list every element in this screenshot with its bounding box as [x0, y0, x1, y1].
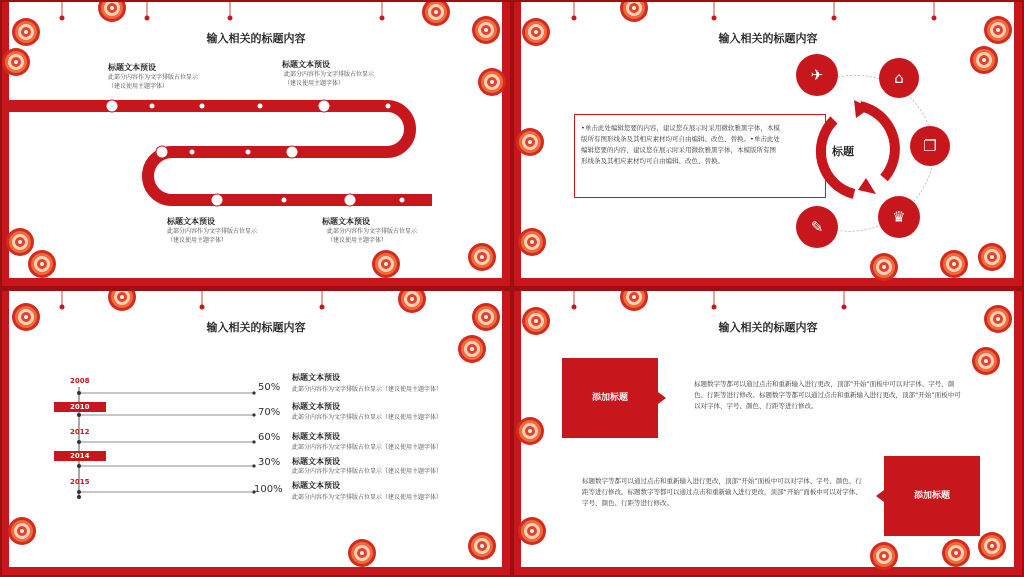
slide-year-progress[interactable] — [2, 291, 510, 575]
item-heading: 标题文本预设 — [292, 373, 340, 382]
percent-value: 30% — [258, 457, 281, 468]
tag-icon[interactable]: ✎ — [796, 206, 838, 248]
box-label: 添加标题 — [913, 491, 950, 501]
item-desc: 此部分内容作为文字排版占位显示（建议使用主题字体） — [292, 444, 443, 451]
item-desc: 此部分内容作为文字排版占位显示 — [167, 228, 258, 235]
item-note: （建议使用主题字体） — [327, 237, 388, 244]
item-heading: 标题文本预设 — [167, 217, 215, 226]
percent-value: 60% — [258, 432, 281, 443]
paperclip-icon[interactable]: ⌂ — [879, 58, 919, 98]
slide-text-boxes[interactable] — [514, 291, 1022, 575]
paper-plane-icon[interactable]: ✈ — [796, 54, 838, 96]
item-heading: 标题文本预设 — [282, 60, 330, 69]
item-desc: 此部分内容作为文字排版占位显示（建议使用主题字体） — [292, 386, 443, 393]
slide-title: 输入相关的标题内容 — [718, 32, 818, 45]
item-desc: 此部分内容作为文字排版占位显示 — [284, 71, 375, 78]
year-label: 2015 — [70, 478, 90, 486]
copy-icon[interactable]: ❐ — [910, 126, 950, 166]
year-label: 2010 — [70, 403, 90, 411]
slide-cycle-icons[interactable] — [514, 2, 1022, 286]
year-label: 2014 — [70, 452, 90, 460]
slide-title: 输入相关的标题内容 — [206, 321, 306, 334]
item-desc: 此部分内容作为文字排版占位显示 — [327, 228, 418, 235]
body-text: 标题数字等都可以通过点击和重新输入进行更改，顶部“开始”面板中可以对字体、字号、颜色、行距等进行修改。标题数字等都可以通过点击和重新输入进行更改，顶部“开始”面板中可以对字体、字号、颜色、行距等进行修改。 — [694, 380, 961, 410]
item-heading: 标题文本预设 — [292, 457, 340, 466]
slide-timeline-road[interactable] — [2, 2, 510, 286]
item-note: （建议使用主题字体） — [108, 83, 169, 90]
year-label: 2008 — [70, 377, 90, 385]
item-heading: 标题文本预设 — [292, 432, 340, 441]
slide-title: 输入相关的标题内容 — [718, 321, 818, 334]
item-note: （建议使用主题字体） — [284, 80, 345, 87]
box-label: 添加标题 — [591, 393, 628, 403]
arrow-pointer — [658, 392, 666, 404]
item-heading: 标题文本预设 — [108, 63, 156, 72]
item-heading: 标题文本预设 — [292, 481, 340, 490]
road-path — [2, 2, 510, 286]
arrow-pointer — [876, 490, 884, 502]
percent-value: 70% — [258, 407, 281, 418]
item-desc: 此部分内容作为文字排版占位显示（建议使用主题字体） — [292, 494, 443, 501]
item-desc: 此部分内容作为文字排版占位显示 — [108, 74, 199, 81]
item-note: （建议使用主题字体） — [167, 237, 228, 244]
item-desc: 此部分内容作为文字排版占位显示（建议使用主题字体） — [292, 468, 443, 475]
item-heading: 标题文本预设 — [322, 217, 370, 226]
item-heading: 标题文本预设 — [292, 402, 340, 411]
slide-title: 输入相关的标题内容 — [206, 32, 306, 45]
item-desc: 此部分内容作为文字排版占位显示（建议使用主题字体） — [292, 414, 443, 421]
center-label: 标题 — [832, 145, 854, 158]
add-title-box[interactable] — [562, 358, 658, 438]
year-label: 2012 — [70, 428, 90, 436]
add-title-box[interactable] — [884, 456, 980, 536]
body-text: •单击此处编辑您要的内容，建议您在展示时采用微软雅黑字体，本模版所有图形线条及其相应素材均可自由编辑、改色、替换。•单击此处编辑您要的内容，建议您在展示时采用微软雅黑字体，本模版所有图形线条及其相应素材均可自由编辑、改色、替换。 — [581, 124, 780, 165]
percent-value: 100% — [254, 484, 283, 495]
body-text: 标题数字等都可以通过点击和重新输入进行更改，顶部“开始”面板中可以对字体、字号、颜色、行距等进行修改。标题数字等都可以通过点击和重新输入进行更改，顶部“开始”面板中可以对字体、字号、颜色、行距等进行修改。 — [582, 477, 862, 507]
trophy-icon[interactable]: ♛ — [878, 196, 920, 238]
percent-value: 50% — [258, 382, 281, 393]
